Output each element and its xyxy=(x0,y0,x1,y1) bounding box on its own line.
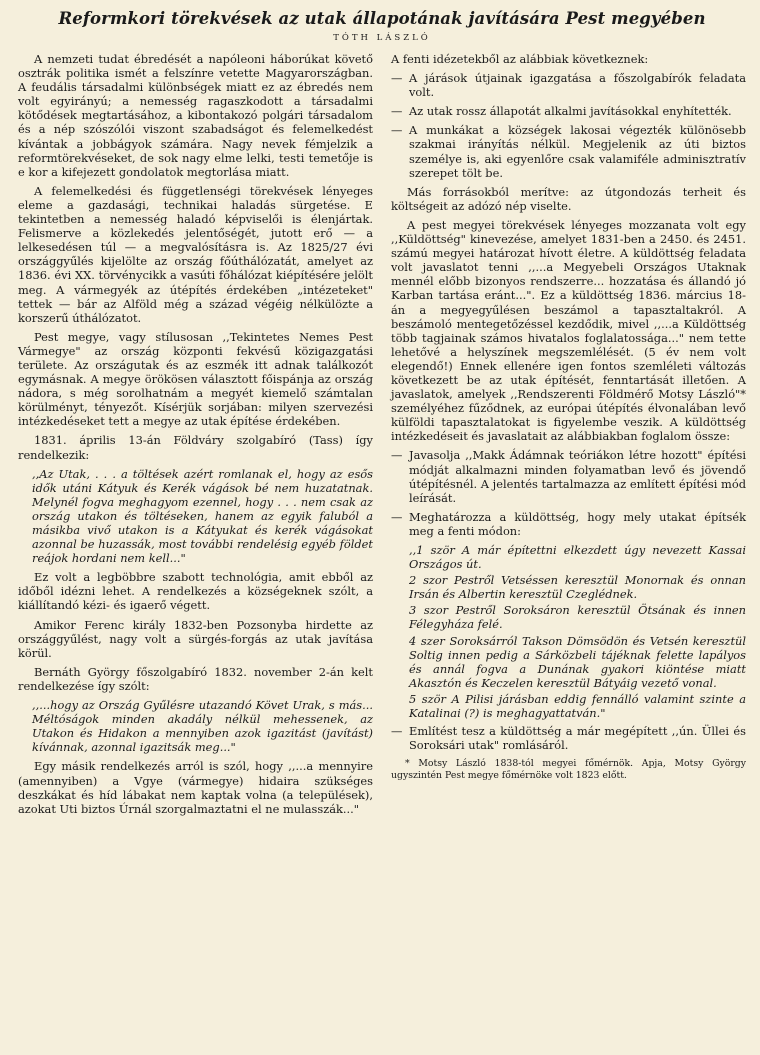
route-item: ,,1 ször A már építettni elkezdett úgy nevezett Kassai Országos út. xyxy=(409,543,746,572)
left-column xyxy=(18,52,373,821)
author-name: TÓTH LÁSZLÓ xyxy=(333,33,431,43)
conclusion-item xyxy=(391,104,746,118)
dash-bullet: — xyxy=(391,509,403,524)
paragraph: A pest megyei törekvések lényeges mozzanata volt egy ,,Küldöttség" kinevezése, amelyet 1831-ben a 2450. és 2451. számú megyei határozat hívott életre. A küldöttség feladata volt javaslatot tenni ,,...a Megyebeli Országos Utaknak mennél előbb bizonyos rendszerre... hozzatása és állandó jó Karban tartása eránt...". Ez a küldöttség 1836. március 18-án a megyegyűlésen beszámol a tapasztaltakról. A beszámoló mentegetőzéssel kezdődik, mivel ,,...a Küldöttség több tagjainak számos hivatalos foglalatossága..." nem tette lehetővé a helyszínek megszemlélését. (5 év nem volt elegendő!) Ennek ellenére igen fontos szemléleti változás következett be az utak építését, fenntartását illetően. A javaslatok, amelyek ,,Rendszerenti Földmérő Motsy László"* személyéhez fűződnek, az európai útépítés élvonalában levő külföldi tapasztalatokat is figyelembe veszik. A küldöttség intézkedéseit és javaslatait az alábbiakban foglalom össze: xyxy=(391,217,746,444)
dash-bullet: — xyxy=(391,71,403,86)
dash-bullet: — xyxy=(391,123,403,138)
paragraph: A fenti idézetekből az alábbiak következnek: xyxy=(391,52,649,66)
article-title: Reformkori törekvések az utak állapotának javítására Pest megyében xyxy=(58,9,706,28)
conclusion-item xyxy=(391,71,746,99)
paragraph: A nemzeti tudat ébredését a napóleoni háborúkat követő osztrák politika ismét a felszínre vetette Magyarországban. A feudális társadalmi különbségek miatt ez az ébredés nem volt egyirányú; a nemesség ragaszkodott a társadalmi kötődések megtartásához, a kibontakozó polgári társadalom és a nép szószólói viszont szabadságot és felemelkedést kívántak a jobbágyok számára. Nagy nevek fémjelzik a reformtörekvéseket, de sok nagy elme lelki, testi temetője is e kor a kifejezett gondolatok megtorlása miatt. xyxy=(18,52,373,179)
measure-text: Meghatározza a küldöttség, hogy mely utakat építsék meg a fenti módon: xyxy=(409,509,746,538)
paragraph: Egy másik rendelkezés arról is szól, hogy ,,...a mennyire (amennyiben) a Vgye (vármegye) hidaira szükséges deszkákat és híd lábakat nem kaptak volna (a települések), azokat Uti biztos Úrnál szorgalmaztatni el ne mulasszák..." xyxy=(18,759,373,816)
dash-bullet: — xyxy=(391,104,403,119)
dash-bullet: — xyxy=(391,448,403,463)
right-column xyxy=(391,52,746,821)
route-list xyxy=(391,543,746,720)
measure-text: Javasolja ,,Makk Ádámnak teóriákon létre hozott" építési módját alkalmazni minden folyamatban levő és jövendő útépítésnél. A jelentés tartalmazza az említett építési mód leírását. xyxy=(409,448,746,505)
route-item: 2 szor Pestről Vetséssen keresztül Monornak és onnan Irsán és Albertin keresztül Czeglédnek. xyxy=(409,573,746,602)
paragraph: Ez volt a legböbbre szabott technológia, amit ebből az időből idézni lehet. A rendelkezés a községeknek szólt, a kiállítandó kézi- és igaerő végett. xyxy=(18,570,373,613)
paragraph: 1831. április 13-án Földváry szolgabíró (Tass) így rendelkezik: xyxy=(18,433,373,462)
measure-text: Említést tesz a küldöttség a már megépített ,,ún. Üllei és Soroksári utak" romlásáról. xyxy=(409,724,746,753)
conclusion-text: Az utak rossz állapotát alkalmi javításokkal enyhítették. xyxy=(409,104,732,119)
paragraph: Más forrásokból merítve: az útgondozás terheit és költségeit az adózó nép viselte. xyxy=(391,184,746,213)
measure-item xyxy=(391,510,746,538)
footnote: * Motsy László 1838-tól megyei főmérnök. Apja, Motsy György ugyszintén Pest megye főmérnöke volt 1823 előtt. xyxy=(391,758,746,782)
conclusion-item xyxy=(391,123,746,179)
paragraph: A felemelkedési és függetlenségi törekvések lényeges eleme a gazdasági, technikai haladás sürgetése. E tekintetben a nemesség haladó képviselői is élenjártak. Felismerve a közlekedés jelentőségét, jutott erő — a lelkesedésen túl — a megvalósításra is. Az 1825/27 évi országgyűlés kijelölte az ország főúthálózatát, amelyet az 1836. évi XX. törvénycikk a vasúti főhálózat kiépítésére jelölt meg. A vármegyék az útépítés érdekében „intézeteket" tettek — bár az Alföld még a század végéig nélkülözte a korszerű úthálózatot. xyxy=(18,183,373,325)
route-item: 5 ször A Pilisi járásban eddig fennálló valamint szinte a Katalinai (?) is meghagyattatván." xyxy=(409,691,746,721)
conclusion-text: A munkákat a községek lakosai végezték különösebb szakmai irányítás nélkül. Megjelenik az úti biztos személye is, aki egyenlőre csak valamiféle adminisztratív szerepet tölt be. xyxy=(409,123,746,180)
measure-item xyxy=(391,724,746,752)
paragraph: Bernáth György főszolgabíró 1832. november 2-án kelt rendelkezése így szólt: xyxy=(18,664,373,693)
quotation: ,,Az Utak, . . . a töltések azért romlanak el, hogy az esős idők utáni Kátyuk és Kerék vágások bé nem huzatatnak. Melynél fogva meghagyom ezennel, hogy . . . nem csak az ország utakon és töltéseken, hanem az egyik faluból a másikba vivő utakon is a Kátyukat és kerék vágásokat azonnal be huzassák, most további rendelésig egyéb földet reájok hordani nem kell..." xyxy=(32,466,373,566)
dash-bullet: — xyxy=(391,724,403,739)
quotation: ,,...hogy az Ország Gyűlésre utazandó Követ Urak, s más... Méltóságok minden akadály nélkül mehessenek, az Utakon és Hidakon a mennyiben azok igazitást (javítást) kívánnak, azonnal igazitsák meg..." xyxy=(32,698,373,755)
paragraph: Pest megye, vagy stílusosan ,,Tekintetes Nemes Pest Vármegye" az ország központi fekvésű közigazgatási területe. Az országutak és az eszmék itt adnak találkozót egymásnak. A megye örökösen választott főispánja az ország nádora, s még sorolhatnám a megyét kiemelő számtalan körülményt, tényezőt. Kísérjük sorjában: milyen szervezési intézkedéseket tett a megye az utak építése érdekében. xyxy=(18,329,373,429)
route-item: 4 szer Soroksárról Takson Dömsödön és Vetsén keresztül Soltig innen pedig a Sárközbeli tájéknak felette lapályos és annál fogva a Dunának gyakori kiöntése miatt Akasztón és Keczelen keresztül Bátyáig vezető vonal. xyxy=(409,633,746,690)
measure-item xyxy=(391,448,746,504)
route-item: 3 szor Pestről Soroksáron keresztül Ötsának és innen Félegyháza felé. xyxy=(409,603,746,632)
conclusion-text: A járások útjainak igazgatása a főszolgabírók feladata volt. xyxy=(409,71,746,100)
paragraph: Amikor Ferenc király 1832-ben Pozsonyba hirdette az országgyűlést, nagy volt a sürgés-forgás az utak javítása körül. xyxy=(18,617,373,660)
article-body xyxy=(18,52,746,821)
